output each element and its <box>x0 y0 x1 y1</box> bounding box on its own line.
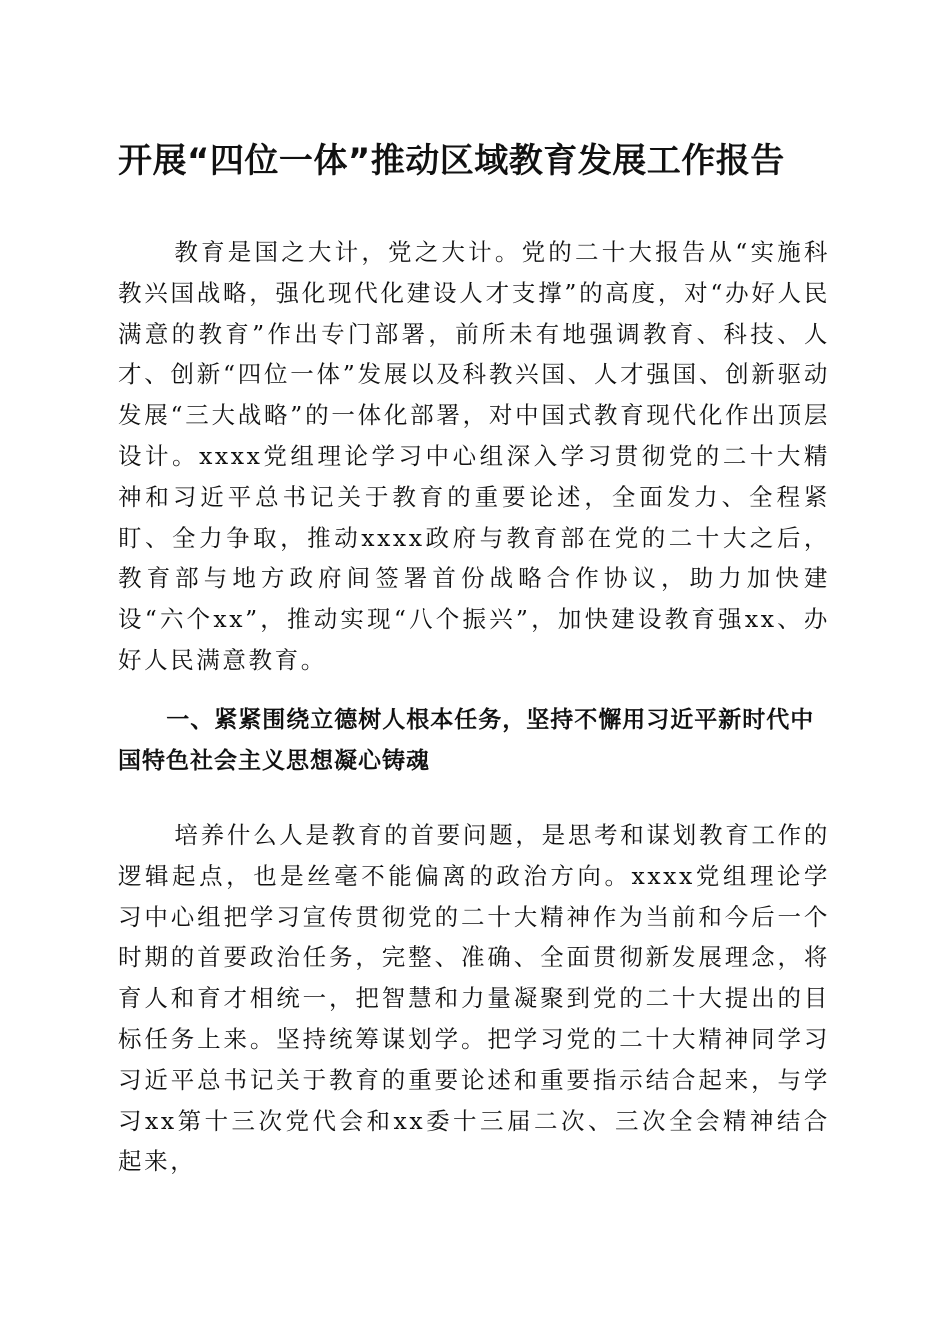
section-heading-1: 一、紧紧围绕立德树人根本任务，坚持不懈用习近平新时代中国特色社会主义思想凝心铸魂 <box>118 707 815 774</box>
intro-paragraph: 教育是国之大计，党之大计。党的二十大报告从“实施科教兴国战略，强化现代化建设人才支撑”的高度，对“办好人民满意的教育”作出专门部署，前所未有地强调教育、科技、人才、创新“四位一体”发展以及科教兴国、人才强国、创新驱动发展“三大战略”的一体化部署，对中国式教育现代化作出顶层设计。xxxx党组理论学习中心组深入学习贯彻党的二十大精神和习近平总书记关于教育的重要论述，全面发力、全程紧盯、全力争取，推动xxxx政府与教育部在党的二十大之后，教育部与地方政府间签署首份战略合作协议，助力加快建设“六个xx”，推动实现“八个振兴”，加快建设教育强xx、办好人民满意教育。 <box>118 238 830 674</box>
document-title: 开展“四位一体”推动区域教育发展工作报告 <box>118 141 785 181</box>
section-1-paragraph: 培养什么人是教育的首要问题，是思考和谋划教育工作的逻辑起点，也是丝毫不能偏离的政治方向。xxxx党组理论学习中心组把学习宣传贯彻党的二十大精神作为当前和今后一个时期的首要政治任务，完整、准确、全面贯彻新发展理念，将育人和育才相统一，把智慧和力量凝聚到党的二十大提出的目标任务上来。坚持统筹谋划学。把学习党的二十大精神同学习习近平总书记关于教育的重要论述和重要指示结合起来，与学习xx第十三次党代会和xx委十三届二次、三次全会精神结合起来， <box>118 821 830 1176</box>
